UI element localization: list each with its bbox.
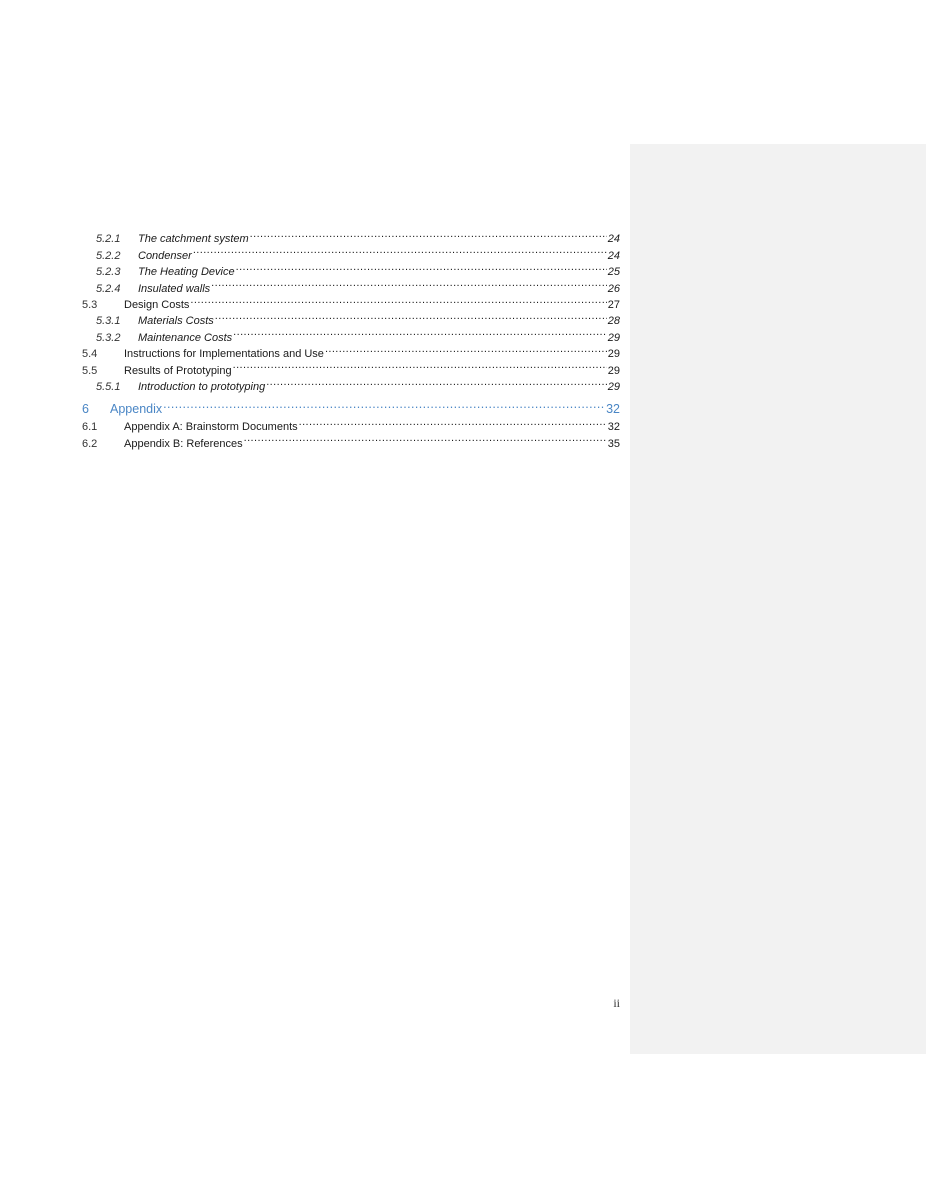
- toc-dot-leader: [266, 374, 607, 390]
- toc-entry-6[interactable]: [82, 397, 620, 417]
- toc-entry-title: Appendix: [110, 402, 163, 417]
- toc-entry-5-3-2[interactable]: [82, 324, 620, 344]
- toc-entry-5-2-1[interactable]: [82, 226, 620, 246]
- toc-entry-page: 26: [607, 282, 620, 295]
- toc-entry-page: 24: [607, 233, 620, 246]
- page-number: ii: [613, 996, 620, 1010]
- toc-dot-leader: [299, 414, 607, 430]
- toc-dot-leader: [215, 308, 607, 324]
- toc-entry-5-3[interactable]: [82, 292, 620, 311]
- toc-entry-page: 29: [607, 380, 620, 393]
- toc-entry-5-5-1[interactable]: [82, 374, 620, 393]
- toc-dot-leader: [233, 324, 607, 340]
- toc-dot-leader: [190, 292, 606, 308]
- toc-entry-page: 29: [607, 331, 620, 344]
- toc-dot-leader: [325, 341, 607, 357]
- toc-entry-page: 27: [607, 298, 620, 311]
- toc-entry-page: 32: [606, 402, 620, 417]
- toc-entry-title: Maintenance Costs: [138, 331, 233, 344]
- toc-entry-number: 5.2.3: [96, 266, 121, 279]
- table-of-contents: [82, 226, 620, 450]
- toc-entry-page: 24: [607, 249, 620, 262]
- comment-pane: [630, 144, 926, 1054]
- toc-entry-5-2-4[interactable]: [82, 275, 620, 295]
- toc-entry-5-3-1[interactable]: [82, 308, 620, 328]
- toc-entry-number: 6.2: [82, 437, 98, 450]
- toc-entry-page: 25: [607, 266, 620, 279]
- toc-entry-number: 6.1: [82, 421, 98, 434]
- toc-dot-leader: [233, 357, 607, 373]
- toc-entry-number: 5.4: [82, 348, 98, 361]
- toc-entry-5-2-3[interactable]: [82, 259, 620, 279]
- toc-entry-title: The Heating Device: [138, 266, 235, 279]
- toc-entry-page: 29: [607, 364, 620, 377]
- toc-entry-number: 5.2.1: [96, 233, 121, 246]
- toc-entry-title: Insulated walls: [138, 282, 211, 295]
- toc-dot-leader: [163, 397, 605, 413]
- toc-dot-leader: [244, 430, 607, 446]
- toc-entry-5-2-2[interactable]: [82, 242, 620, 262]
- toc-entry-page: 28: [607, 315, 620, 328]
- toc-entry-number: 5.3.2: [96, 331, 121, 344]
- toc-entry-number: 5.5.1: [96, 380, 121, 393]
- toc-entry-6-1[interactable]: [82, 414, 620, 434]
- toc-entry-page: 29: [607, 348, 620, 361]
- toc-entry-6-2[interactable]: [82, 430, 620, 450]
- toc-dot-leader: [236, 259, 607, 275]
- toc-dot-leader: [211, 275, 607, 291]
- toc-entry-page: 35: [607, 437, 620, 450]
- toc-entry-number: 5.3: [82, 298, 98, 311]
- toc-entry-title: The catchment system: [138, 233, 249, 246]
- toc-entry-title: Appendix B: References: [124, 437, 243, 450]
- toc-entry-title: Instructions for Implementations and Use: [124, 348, 324, 361]
- toc-entry-title: Appendix A: Brainstorm Documents: [124, 421, 298, 434]
- toc-entry-5-4[interactable]: [82, 341, 620, 361]
- toc-entry-number: 5.2.2: [96, 249, 121, 262]
- toc-dot-leader: [193, 242, 607, 258]
- toc-entry-page: 32: [607, 421, 620, 434]
- toc-entry-title: Introduction to prototyping: [138, 380, 266, 393]
- toc-entry-number: 5.3.1: [96, 315, 121, 328]
- toc-dot-leader: [250, 226, 607, 242]
- toc-entry-number: 5.2.4: [96, 282, 121, 295]
- toc-entry-title: Results of Prototyping: [124, 364, 232, 377]
- toc-entry-title: Condenser: [138, 249, 192, 262]
- toc-entry-number: 6: [82, 402, 89, 417]
- toc-entry-5-5[interactable]: [82, 357, 620, 377]
- toc-entry-title: Design Costs: [124, 298, 190, 311]
- toc-entry-number: 5.5: [82, 364, 98, 377]
- toc-entry-title: Materials Costs: [138, 315, 214, 328]
